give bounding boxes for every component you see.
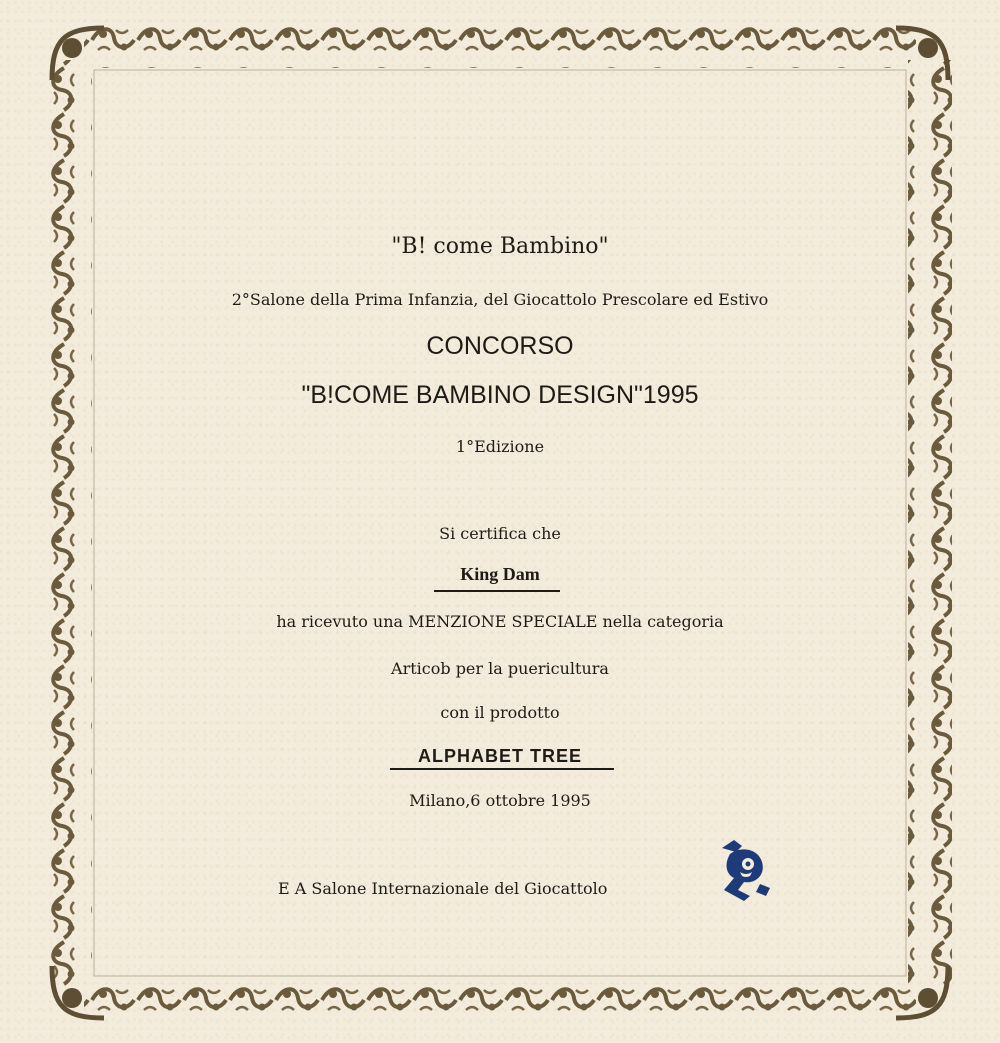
recipient-name: King Dam — [460, 564, 540, 584]
competition-name: "B!COME BAMBINO DESIGN"1995 — [301, 381, 699, 409]
competition-heading: CONCORSO — [426, 332, 574, 360]
edition-label: 1°Edizione — [455, 437, 545, 456]
certificate-title: "B! come Bambino" — [391, 234, 609, 259]
award-text: ha ricevuto una MENZIONE SPECIALE nella categoria — [276, 612, 724, 631]
award-category: Articob per la puericultura — [391, 659, 609, 678]
certifies-text: Si certifica che — [439, 524, 561, 543]
product-intro: con il prodotto — [440, 703, 560, 722]
product-underline — [390, 768, 614, 770]
issuer-name: E A Salone Internazionale del Giocattolo — [278, 879, 608, 898]
ornamental-border — [44, 20, 956, 1026]
salone-logo-icon — [716, 838, 772, 902]
certificate-subtitle: 2°Salone della Prima Infanzia, del Giocattolo Prescolare ed Estivo — [231, 290, 769, 309]
recipient-underline — [434, 590, 560, 592]
place-date: Milano,6 ottobre 1995 — [409, 791, 591, 810]
product-name: ALPHABET TREE — [417, 746, 582, 766]
